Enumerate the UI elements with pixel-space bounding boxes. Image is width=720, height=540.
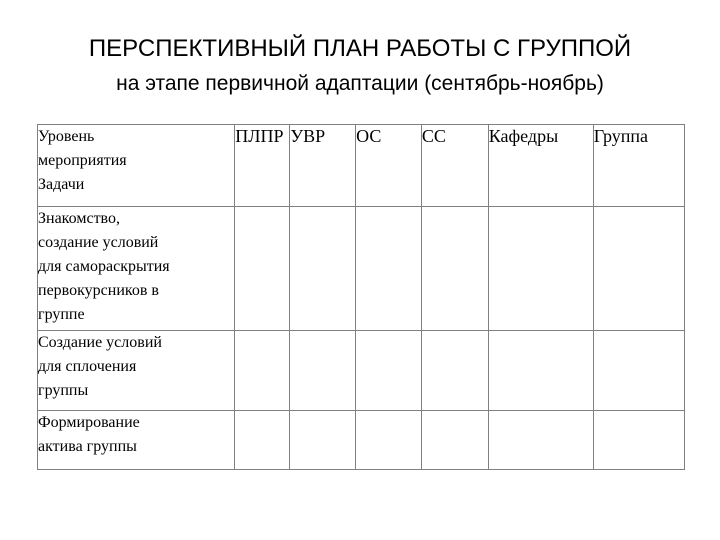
task-line: Формирование bbox=[38, 414, 140, 431]
header-plpr: ПЛПР bbox=[235, 125, 290, 207]
empty-cell bbox=[290, 331, 356, 411]
empty-cell bbox=[356, 411, 422, 470]
empty-cell bbox=[593, 331, 684, 411]
header-line-event: мероприятия bbox=[38, 152, 127, 169]
header-ss: СС bbox=[421, 125, 488, 207]
empty-cell bbox=[356, 207, 422, 331]
task-line: Создание условий bbox=[38, 334, 162, 351]
task-cell bbox=[38, 411, 235, 470]
table-row bbox=[38, 411, 685, 470]
empty-cell bbox=[421, 411, 488, 470]
task-line: актива группы bbox=[38, 438, 137, 455]
header-group: Группа bbox=[593, 125, 684, 207]
plan-table bbox=[37, 124, 685, 470]
page-subtitle: на этапе первичной адаптации (сентябрь-ноябрь) bbox=[116, 72, 604, 95]
task-line: для сплочения bbox=[38, 358, 137, 375]
header-uvr: УВР bbox=[290, 125, 356, 207]
task-line: создание условий bbox=[38, 234, 159, 251]
task-line: группе bbox=[38, 306, 85, 323]
empty-cell bbox=[488, 411, 593, 470]
empty-cell bbox=[488, 331, 593, 411]
empty-cell bbox=[235, 411, 290, 470]
empty-cell bbox=[421, 331, 488, 411]
task-line: для самораскрытия bbox=[38, 258, 170, 275]
task-line: Знакомство, bbox=[38, 210, 120, 227]
header-line-tasks: Задачи bbox=[38, 176, 85, 193]
header-line-level: Уровень bbox=[38, 128, 95, 145]
empty-cell bbox=[290, 207, 356, 331]
header-os: ОС bbox=[356, 125, 422, 207]
table-row bbox=[38, 207, 685, 331]
empty-cell bbox=[356, 331, 422, 411]
task-cell bbox=[38, 331, 235, 411]
empty-cell bbox=[235, 207, 290, 331]
empty-cell bbox=[593, 207, 684, 331]
empty-cell bbox=[488, 207, 593, 331]
table-row bbox=[38, 331, 685, 411]
empty-cell bbox=[290, 411, 356, 470]
task-cell bbox=[38, 207, 235, 331]
empty-cell bbox=[421, 207, 488, 331]
header-departments: Кафедры bbox=[488, 125, 593, 207]
task-line: первокурсников в bbox=[38, 282, 159, 299]
header-level-tasks bbox=[38, 125, 235, 207]
task-line: группы bbox=[38, 382, 89, 399]
table-header-row bbox=[38, 125, 685, 207]
empty-cell bbox=[593, 411, 684, 470]
page-title: ПЕРСПЕКТИВНЫЙ ПЛАН РАБОТЫ С ГРУППОЙ bbox=[88, 35, 632, 62]
empty-cell bbox=[235, 331, 290, 411]
